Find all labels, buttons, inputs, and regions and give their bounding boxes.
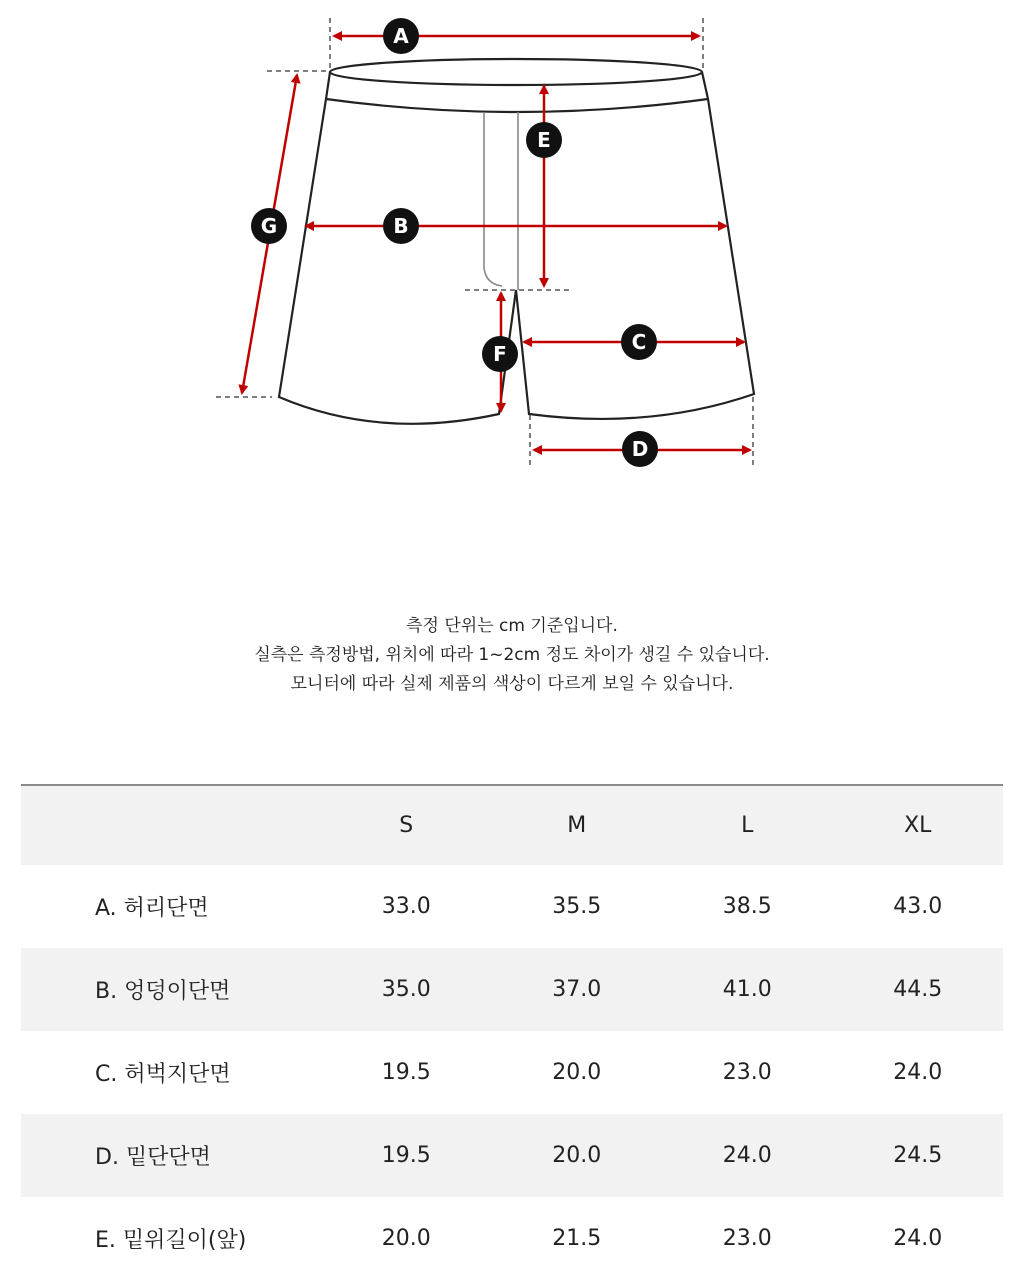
table-cell: 24.5 — [893, 1143, 943, 1168]
header-size-m: M — [567, 813, 587, 838]
badge-c — [621, 324, 657, 360]
table-cell: 24.0 — [893, 1226, 943, 1251]
table-cell: 23.0 — [722, 1226, 772, 1251]
row-label: E. 밑위길이(앞) — [95, 1228, 247, 1253]
badge-g-label: G — [260, 214, 278, 238]
table-cell: 21.5 — [552, 1226, 602, 1251]
table-cell: 20.0 — [552, 1060, 602, 1085]
row-label: B. 엉덩이단면 — [95, 979, 231, 1004]
table-cell: 37.0 — [552, 977, 602, 1002]
badge-a — [383, 18, 419, 54]
badge-e — [526, 122, 562, 158]
table-cell: 19.5 — [381, 1143, 431, 1168]
badge-f-label: F — [493, 342, 507, 366]
badge-g — [251, 208, 287, 244]
table-cell: 35.0 — [381, 977, 431, 1002]
size-chart-table — [21, 784, 1003, 1280]
badge-f — [482, 336, 518, 372]
table-cell: 43.0 — [893, 894, 943, 919]
table-cell: 19.5 — [381, 1060, 431, 1085]
badge-d — [622, 431, 658, 467]
shorts-outline — [279, 59, 754, 424]
left-leg-outline — [279, 72, 516, 424]
table-cell: 20.0 — [381, 1226, 431, 1251]
waistband-bottom — [326, 99, 708, 112]
table-header-row — [21, 785, 1003, 865]
row-label: D. 밑단단면 — [95, 1145, 211, 1170]
table-row — [21, 1114, 1003, 1197]
table-cell: 38.5 — [722, 894, 772, 919]
table-cell: 24.0 — [893, 1060, 943, 1085]
waistband-top — [330, 59, 702, 85]
badge-a-label: A — [393, 24, 409, 48]
table-cell: 41.0 — [722, 977, 772, 1002]
header-size-xl: XL — [904, 813, 932, 838]
badge-b — [383, 208, 419, 244]
header-size-l: L — [741, 813, 754, 838]
table-row — [21, 948, 1003, 1031]
badge-d-label: D — [631, 437, 649, 461]
table-row — [21, 1031, 1003, 1114]
badge-b-label: B — [393, 214, 409, 238]
measurement-arrows — [242, 36, 750, 450]
badge-e-label: E — [537, 128, 551, 152]
table-cell: 24.0 — [722, 1143, 772, 1168]
table-cell: 33.0 — [381, 894, 431, 919]
badge-c-label: C — [631, 330, 647, 354]
row-label: A. 허리단면 — [95, 896, 209, 921]
table-row — [21, 865, 1003, 948]
fly-stitch — [484, 112, 502, 286]
header-corner — [21, 785, 321, 865]
measurement-notes — [0, 612, 1024, 699]
header-size-s: S — [399, 813, 414, 838]
table-cell: 35.5 — [552, 894, 602, 919]
note-unit: 측정 단위는 cm 기준입니다. — [406, 616, 618, 636]
table-row — [21, 1197, 1003, 1280]
shorts-measurement-diagram — [0, 0, 1024, 480]
table-cell: 20.0 — [552, 1143, 602, 1168]
note-color: 모니터에 따라 실제 제품의 색상이 다르게 보일 수 있습니다. — [290, 674, 734, 694]
note-tolerance: 실측은 측정방법, 위치에 따라 1~2cm 정도 차이가 생길 수 있습니다. — [254, 645, 770, 665]
row-label: C. 허벅지단면 — [95, 1062, 231, 1087]
table-cell: 23.0 — [722, 1060, 772, 1085]
table-cell: 44.5 — [893, 977, 943, 1002]
